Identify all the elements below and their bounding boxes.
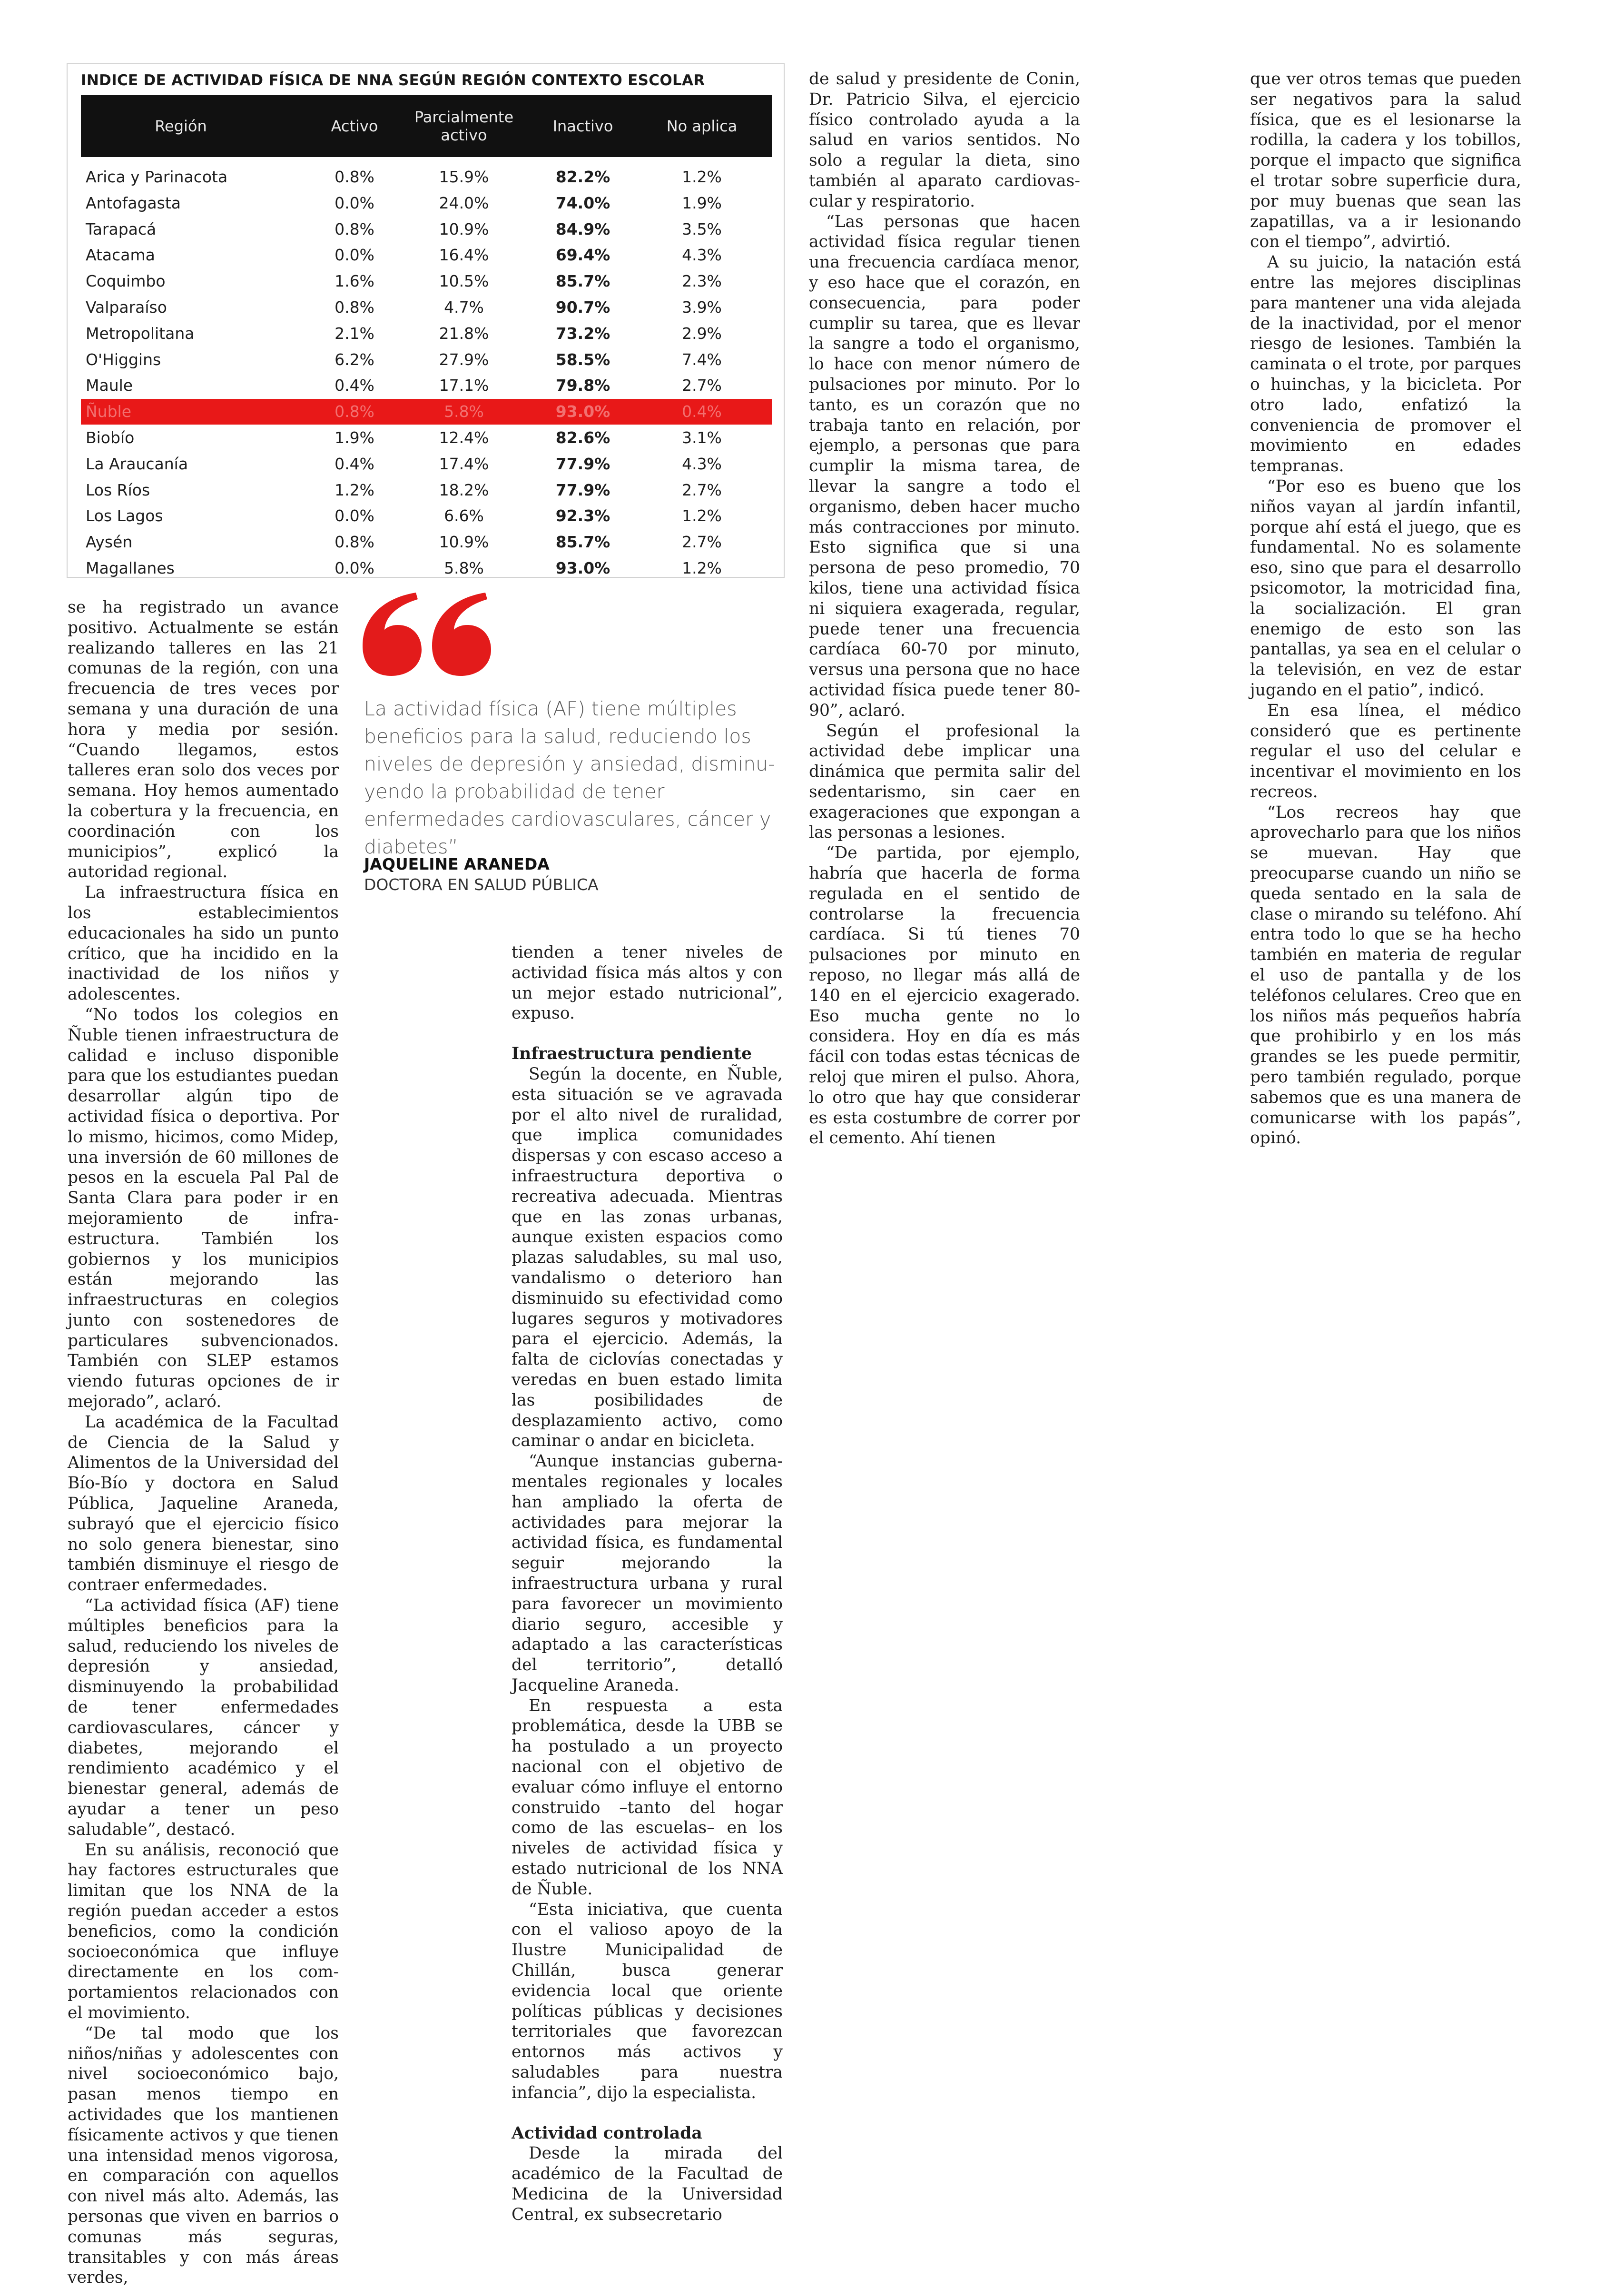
paragraph: “Aunque instancias gubernamentales regionales y locales han ampliado la oferta de actividades para mejorar la actividad física, es fundamental seguir mejorando la infraestructura urbana y rural para favorecer un movimiento diario seguro, accesible y adaptado a las características del territorio”, detalló Jacqueline Araneda. <box>512 1452 783 1695</box>
paragraph: En esa línea, el médico consideró que es pertinente regular el uso del celular e incentivar el movimiento en los recreos. <box>1250 701 1521 802</box>
paragraph: “De tal modo que los niños/niñas y adolescentes con nivel socioeconómico bajo, pasan menos tiempo en actividades que los mantienen físicamente activos y que tienen una intensidad menos vigorosa, en comparación con aquellos con nivel más alto. Además, las personas que viven en barrios o comunas más seguras, transitables y con más áreas verdes, <box>68 2023 339 2288</box>
header-inactivo: Inactivo <box>552 117 613 135</box>
cell-region: La Araucanía <box>86 454 188 473</box>
cell-inactivo: 93.0% <box>555 402 610 421</box>
header-no-aplica: No aplica <box>666 117 738 135</box>
table-row <box>81 451 772 477</box>
cell-activo: 0.8% <box>335 298 374 317</box>
cell-inactivo: 58.5% <box>555 350 610 369</box>
cell-inactivo: 77.9% <box>555 454 610 473</box>
cell-activo: 0.8% <box>335 168 374 186</box>
cell-region: Atacama <box>86 246 155 265</box>
table-row <box>81 268 772 294</box>
cell-activo: 0.0% <box>335 193 374 212</box>
cell-parcialmente-activo: 17.1% <box>439 376 489 395</box>
cell-activo: 1.9% <box>335 428 374 447</box>
cell-inactivo: 92.3% <box>555 506 610 525</box>
paragraph: La infraestructura física en los establecimientos educacionales ha sido un punto crítico, que ha incidido en la inactividad de los niños y adolescentes. <box>68 883 339 1004</box>
table-row <box>81 295 772 320</box>
cell-parcialmente-activo: 16.4% <box>439 246 489 265</box>
subheading-actividad-controlada: Actividad controlada <box>512 2123 702 2143</box>
paragraph: “Los recreos hay que aprovecharlo para que los niños se muevan. Hay que preocuparse cuando un niño se queda sentado en la sala de clase o mirando su teléfono. Ahí entra todo lo que se ha hecho también en materia de regular el uso de pantalla y de los teléfonos celulares. Creo que en los niños más pequeños habría que prohibirlo y en los más grandes se les puede permitir, pero también regulado, porque sabemos que es una manera de comunicarse with los papás”, opinó. <box>1250 802 1521 1148</box>
cell-parcialmente-activo: 6.6% <box>444 506 484 525</box>
cell-no-aplica: 3.5% <box>682 219 722 238</box>
cell-parcialmente-activo: 15.9% <box>439 168 489 186</box>
article-column-1 <box>68 597 339 2288</box>
paragraph: En su análisis, reconoció que hay factores estructurales que limitan que los NNA de la región puedan acceder a estos beneficios, como la condición socioeconómica que influye directamente en los comportamientos relacionados con el movimiento. <box>68 1840 339 2022</box>
paragraph: “De partida, por ejemplo, habría que hacerla de forma regulada en el sentido de controlarse la frecuencia cardíaca. Si tú tienes 70 pulsaciones por minuto en reposo, no llegar más allá de 140 en el ejercicio exagerado. Eso mucha gente no lo considera. Hoy en día es más fácil con todas estas técnicas de reloj que miren el pulso. Ahora, lo otro que hay que considerar es esta costumbre de correr por el cemento. Ahí tienen <box>809 843 1080 1148</box>
article-column-3 <box>809 69 1080 1149</box>
cell-region: Ñuble <box>86 402 132 421</box>
cell-region: Antofagasta <box>86 193 181 212</box>
cell-inactivo: 74.0% <box>555 193 610 212</box>
table-row <box>81 164 772 190</box>
cell-inactivo: 85.7% <box>555 533 610 552</box>
cell-region: Los Lagos <box>86 506 163 525</box>
cell-region: Coquimbo <box>86 272 166 291</box>
cell-inactivo: 90.7% <box>555 298 610 317</box>
cell-no-aplica: 1.9% <box>682 193 722 212</box>
cell-activo: 0.4% <box>335 376 374 395</box>
cell-parcialmente-activo: 12.4% <box>439 428 489 447</box>
cell-region: Biobío <box>86 428 135 447</box>
cell-activo: 0.4% <box>335 454 374 473</box>
cell-inactivo: 69.4% <box>555 246 610 265</box>
paragraph: “Por eso es bueno que los niños vayan al jardín infantil, porque ahí está el juego, que es fundamental. No es solamente eso, sino que para el desarrollo psicomotor, la motricidad fina, la socialización. El gran enemigo de esto son las pantallas, ya sea en el celular o la televisión, en vez de estar jugando en el patio”, indicó. <box>1250 476 1521 700</box>
cell-no-aplica: 0.4% <box>682 402 722 421</box>
paragraph: Desde la mirada del académico de la Facultad de Medicina de la Universidad Central, ex subsecretario <box>512 2144 783 2224</box>
cell-region: Magallanes <box>86 559 175 577</box>
cell-no-aplica: 4.3% <box>682 454 722 473</box>
cell-inactivo: 82.6% <box>555 428 610 447</box>
cell-region: Valparaíso <box>86 298 167 317</box>
paragraph: tienden a tener niveles de actividad física más altos y con un mejor estado nutricional”, expuso. <box>512 943 783 1023</box>
cell-no-aplica: 2.3% <box>682 272 722 291</box>
cell-region: Maule <box>86 376 133 395</box>
paragraph: “Las personas que hacen actividad física regular tienen una frecuencia cardíaca menor, y eso hace que el corazón, en consecuencia, para poder cumplir su tarea, que es llevar la sangre a todo el organismo, lo hace con menor número de pulsaciones por minuto. Por lo tanto, es un corazón que no trabaja tanto en relación, por ejemplo, a personas que para cumplir la misma tarea, de llevar la sangre a todo el organismo, deben hacer mucho más contracciones por minuto. Esto significa que si una persona de peso promedio, 70 kilos, tiene una actividad física ni siquiera exagerada, regular, puede tener una frecuencia cardíaca 60-70 por minuto, versus una persona que no hace actividad física puede tener 80-90”, aclaró. <box>809 212 1080 720</box>
table-row <box>81 477 772 503</box>
cell-parcialmente-activo: 21.8% <box>439 324 489 343</box>
table-row <box>81 190 772 216</box>
cell-inactivo: 77.9% <box>555 480 610 499</box>
article-column-4 <box>1250 69 1521 1149</box>
cell-activo: 0.0% <box>335 246 374 265</box>
cell-parcialmente-activo: 27.9% <box>439 350 489 369</box>
table-row <box>81 217 772 242</box>
cell-inactivo: 93.0% <box>555 559 610 577</box>
subheading-infraestructura: Infraestructura pendiente <box>512 1044 752 1064</box>
cell-activo: 0.0% <box>335 506 374 525</box>
paragraph: “Esta iniciativa, que cuenta con el valioso apoyo de la Ilustre Municipalidad de Chillán, busca generar evidencia local que oriente políticas públicas y decisiones territoriales que favorezcan entornos más activos y saludables para nuestra infancia”, dijo la especialista. <box>512 1900 783 2102</box>
cell-no-aplica: 2.7% <box>682 480 722 499</box>
table-title: INDICE DE ACTIVIDAD FÍSICA DE NNA SEGÚN REGIÓN CONTEXTO ESCOLAR <box>81 72 705 89</box>
table-row <box>81 373 772 398</box>
cell-no-aplica: 1.2% <box>682 506 722 525</box>
paragraph: “No todos los colegios en Ñuble tienen infraestructura de calidad e incluso disponible para que los estudiantes puedan desarrollar algún tipo de actividad física o deportiva. Por lo mismo, hicimos, como Midep, una inversión de 60 millones de pesos en la escuela Pal Pal de Santa Clara para poder ir en mejoramiento de infraestructura. También los gobiernos y los municipios están mejorando las infraestructuras en colegios junto con sostenedores de particulares subvencionados. También con SLEP estamos viendo futuras opciones de ir mejorado”, aclaró. <box>68 1005 339 1412</box>
table-row <box>81 242 772 268</box>
pull-quote-role: DOCTORA EN SALUD PÚBLICA <box>364 875 599 894</box>
cell-inactivo: 73.2% <box>555 324 610 343</box>
cell-no-aplica: 1.2% <box>682 559 722 577</box>
cell-no-aplica: 3.1% <box>682 428 722 447</box>
cell-activo: 2.1% <box>335 324 374 343</box>
paragraph: Según el profesional la actividad debe implicar una dinámica que permita salir del sedentarismo, sin caer en exageraciones que expongan a las personas a lesiones. <box>809 721 1080 842</box>
paragraph: se ha registrado un avance positivo. Actualmente se están realizando talleres en las 21 comunas de la región, con una frecuencia de tres veces por semana y una duración de una hora y media por sesión. “Cuando llegamos, estos talleres eran solo dos veces por semana. Hoy hemos aumentado la cobertura y la frecuencia, en coordinación con los municipios”, explicó la autoridad regional. <box>68 598 339 882</box>
paragraph: que ver otros temas que pueden ser negativos para la salud física, que es el lesionarse la rodilla, la cadera y los tobillos, porque el impacto que significa el trotar sobre superficie dura, por muy buenas que sean las zapatillas, va a ir lesionando con el tiempo”, advirtió. <box>1250 69 1521 252</box>
table-row <box>81 503 772 529</box>
cell-parcialmente-activo: 5.8% <box>444 559 484 577</box>
cell-parcialmente-activo: 24.0% <box>439 193 489 212</box>
table-header <box>81 95 772 157</box>
header-parcialmente-activo: Parcialmente activo <box>414 108 514 144</box>
header-activo: Activo <box>331 117 378 135</box>
cell-activo: 6.2% <box>335 350 374 369</box>
cell-parcialmente-activo: 10.9% <box>439 533 489 552</box>
cell-parcialmente-activo: 10.5% <box>439 272 489 291</box>
cell-activo: 1.6% <box>335 272 374 291</box>
table-row <box>81 321 772 347</box>
cell-region: Metropolitana <box>86 324 195 343</box>
cell-activo: 0.8% <box>335 533 374 552</box>
cell-no-aplica: 7.4% <box>682 350 722 369</box>
cell-parcialmente-activo: 10.9% <box>439 219 489 238</box>
cell-activo: 0.8% <box>335 402 374 421</box>
pull-quote-author: JAQUELINE ARANEDA <box>364 855 550 873</box>
cell-region: Arica y Parinacota <box>86 168 228 186</box>
paragraph: “La actividad física (AF) tiene múltiples beneficios para la salud, reduciendo los niveles de depresión y ansiedad, disminuyendo la probabilidad de tener enfermedades cardiovasculares, cáncer y diabetes, mejorando el rendimiento académico y el bienestar general, además de ayudar a tener un peso saludable”, destacó. <box>68 1596 339 1839</box>
cell-inactivo: 82.2% <box>555 168 610 186</box>
paragraph: de salud y presidente de Conin, Dr. Patricio Silva, el ejercicio físico controlado ayuda a la salud en varios sentidos. No solo a regular la dieta, sino también al aparato cardiovascular y respiratorio. <box>809 69 1080 211</box>
cell-activo: 0.0% <box>335 559 374 577</box>
cell-region: O'Higgins <box>86 350 161 369</box>
article-column-2 <box>512 942 783 2225</box>
table-row <box>81 425 772 451</box>
cell-region: Aysén <box>86 533 133 552</box>
paragraph: En respuesta a esta problemática, desde la UBB se ha postulado a un proyecto nacional con el objetivo de evaluar cómo influye el entorno construido –tanto del hogar como de las escuelas– en los niveles de actividad física y estado nutricional de los NNA de Ñuble. <box>512 1696 783 1899</box>
pull-quote-text: La actividad física (AF) tiene múltiples beneficios para la salud, reduciendo los niveles de depresión y ansiedad, disminuyendo la probabilidad de tener enfermedades cardiovasculares, cáncer y diabetes” <box>364 697 775 858</box>
cell-no-aplica: 3.9% <box>682 298 722 317</box>
paragraph: La académica de la Facultad de Ciencia de la Salud y Alimentos de la Universidad del Bío-Bío y doctora en Salud Pública, Jaqueline Araneda, subrayó que el ejercicio físico no solo genera bienestar, sino también disminuye el riesgo de contraer enfermedades. <box>68 1412 339 1595</box>
activity-table-figure <box>67 63 785 578</box>
cell-parcialmente-activo: 17.4% <box>439 454 489 473</box>
cell-no-aplica: 2.7% <box>682 376 722 395</box>
cell-no-aplica: 2.9% <box>682 324 722 343</box>
paragraph: A su juicio, la natación está entre las mejores disciplinas para mantener una vida alejada de la inactividad, por el menor riesgo de lesiones. También la caminata o el trote, por parques o huinchas, y la bicicleta. Por otro lado, enfatizó la conveniencia de promover el movimiento en edades tempranas. <box>1250 253 1521 476</box>
quote-mark-icon <box>363 593 491 676</box>
cell-inactivo: 84.9% <box>555 219 610 238</box>
cell-activo: 0.8% <box>335 219 374 238</box>
paragraph: Según la docente, en Ñuble, esta situación se ve agravada por el alto nivel de ruralidad, que implica comunidades dispersas y con escaso acceso a infraestructura deportiva o recreativa adecuada. Mientras que en las zonas urbanas, aunque existen espacios como plazas saludables, su mal uso, vandalismo o deterioro han disminuido su efectividad como lugares seguros y motivadores para el ejercicio. Además, la falta de ciclovías conectadas y veredas en buen estado limita las posibilidades de desplazamiento activo, como caminar o andar en bicicleta. <box>512 1064 783 1451</box>
cell-activo: 1.2% <box>335 480 374 499</box>
cell-no-aplica: 2.7% <box>682 533 722 552</box>
cell-region: Los Ríos <box>86 480 150 499</box>
cell-no-aplica: 1.2% <box>682 168 722 186</box>
cell-parcialmente-activo: 4.7% <box>444 298 484 317</box>
cell-inactivo: 85.7% <box>555 272 610 291</box>
table-row <box>81 529 772 555</box>
cell-no-aplica: 4.3% <box>682 246 722 265</box>
header-region: Región <box>155 117 207 135</box>
table-row <box>81 399 772 425</box>
cell-parcialmente-activo: 5.8% <box>444 402 484 421</box>
cell-region: Tarapacá <box>86 219 157 238</box>
cell-inactivo: 79.8% <box>555 376 610 395</box>
table-row <box>81 347 772 373</box>
table-row <box>81 555 772 581</box>
cell-parcialmente-activo: 18.2% <box>439 480 489 499</box>
